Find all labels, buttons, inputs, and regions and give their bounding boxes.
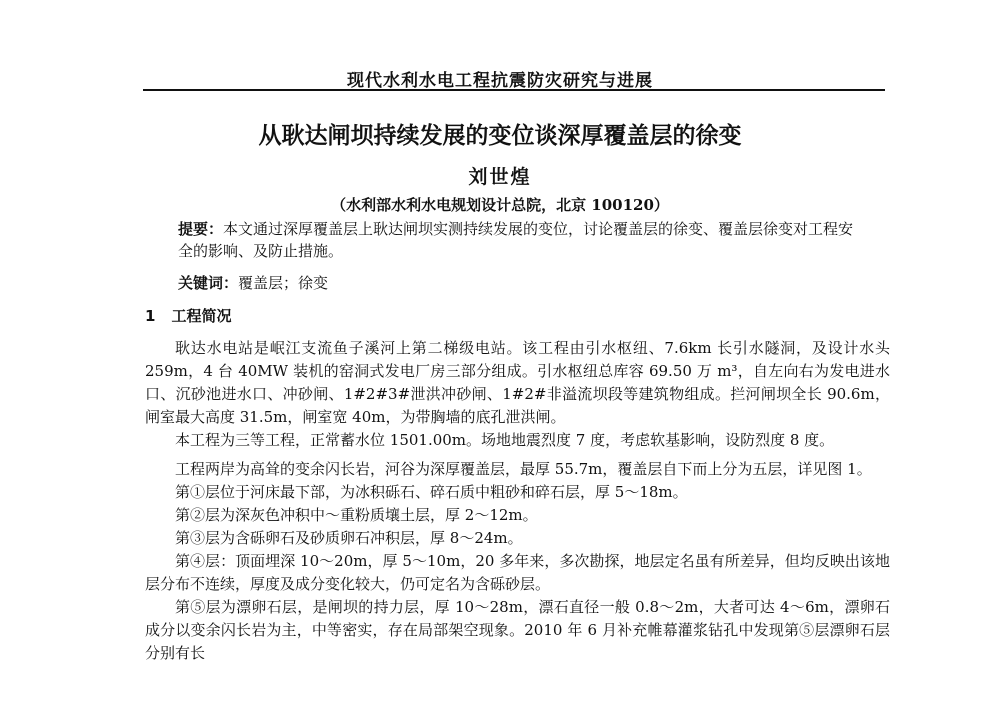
body-paragraph: 第①层位于河床最下部，为冰积砾石、碎石质中粗砂和碎石层，厚 5～18m。 bbox=[175, 483, 688, 501]
section-number: 1 bbox=[145, 307, 156, 325]
abstract bbox=[178, 218, 868, 262]
author-affiliation: （水利部水利水电规划设计总院，北京 100120） bbox=[331, 196, 669, 214]
keywords bbox=[178, 272, 868, 294]
header-rule bbox=[143, 89, 885, 91]
abstract-label: 提要： bbox=[178, 220, 224, 238]
body-paragraph: 工程两岸为高耸的变余闪长岩，河谷为深厚覆盖层，最厚 55.7m，覆盖层自下而上分为五层，详见图 1。 bbox=[175, 460, 872, 478]
keywords-label: 关键词： bbox=[178, 274, 239, 292]
body-paragraph: 第④层：顶面埋深 10～20m，厚 5～10m，20 多年来，多次勘探，地层定名虽有所差异，但均反映出该地层分布不连续，厚度及成分变化较大，仍可定名为含砾砂层。 bbox=[145, 552, 890, 593]
body-paragraph: 耿达水电站是岷江支流鱼子溪河上第二梯级电站。该工程由引水枢纽、7.6km 长引水隧洞，及设计水头 259m，4 台 40MW 装机的窑洞式发电厂房三部分组成。引水枢纽总库容 69.50 万 m³，自左向右为发电进水口、沉砂池进水口、冲砂闸、1#2#3#泄洪冲砂闸、1#2#非溢流坝段等建筑物组成。拦河闸坝全长 90.6m，闸室最大高度 31.5m，闸室宽 40m，为带胸墙的底孔泄洪闸。 bbox=[145, 339, 890, 426]
body-paragraph: 第⑤层为漂卵石层，是闸坝的持力层，厚 10～28m，漂石直径一般 0.8～2m，大者可达 4～6m，漂卵石成分以变余闪长岩为主，中等密实，存在局部架空现象。2010 年 6 月补充帷幕灌浆钻孔中发现第⑤层漂卵石层分别有长 bbox=[145, 598, 890, 662]
section-heading bbox=[145, 305, 231, 326]
keywords-text: 覆盖层；徐变 bbox=[238, 274, 329, 292]
body-paragraph: 第③层为含砾卵石及砂质卵石冲积层，厚 8～24m。 bbox=[175, 529, 523, 547]
section-body bbox=[145, 337, 890, 665]
running-header: 现代水利水电工程抗震防灾研究与进展 bbox=[347, 71, 653, 91]
section-title: 工程简况 bbox=[171, 307, 232, 325]
paper-title: 从耿达闸坝持续发展的变位谈深厚覆盖层的徐变 bbox=[258, 123, 742, 149]
body-paragraph: 第②层为深灰色冲积中～重粉质壤土层，厚 2～12m。 bbox=[175, 506, 538, 524]
body-paragraph: 本工程为三等工程，正常蓄水位 1501.00m。场地地震烈度 7 度，考虑软基影响，设防烈度 8 度。 bbox=[175, 431, 835, 449]
abstract-text: 本文通过深厚覆盖层上耿达闸坝实测持续发展的变位，讨论覆盖层的徐变、覆盖层徐变对工程安全的影响、及防止措施。 bbox=[178, 220, 854, 260]
author-name: 刘世煌 bbox=[468, 166, 532, 188]
